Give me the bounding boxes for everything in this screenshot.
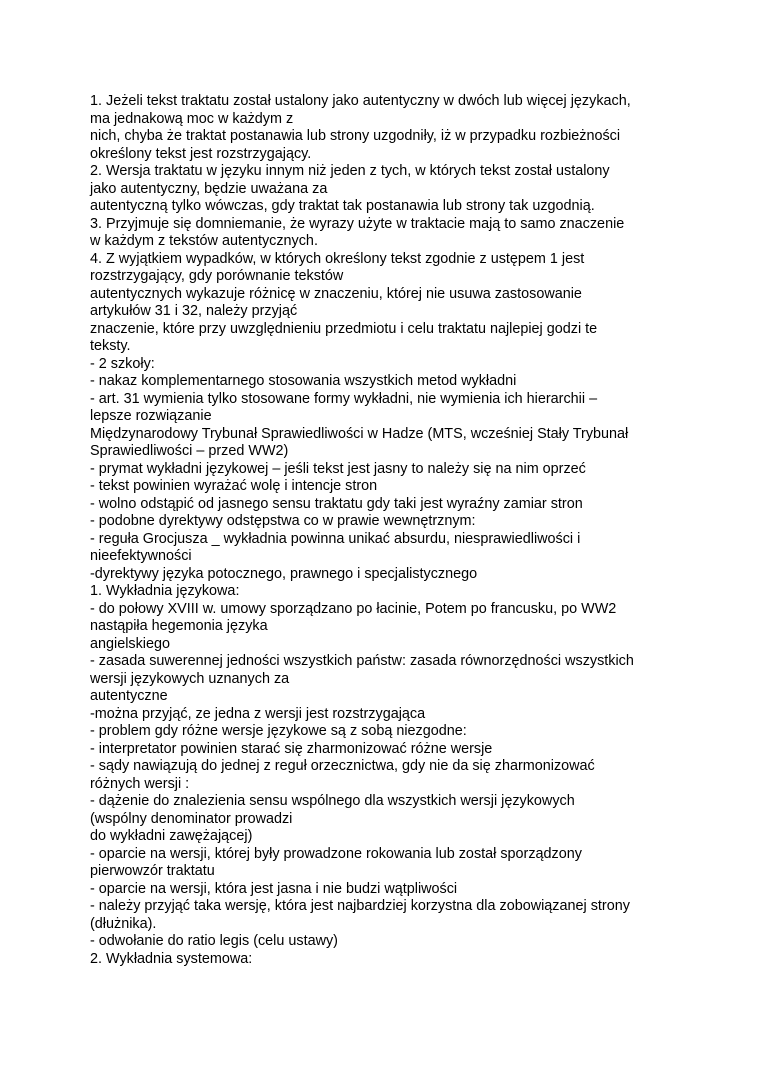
text-line: w każdym z tekstów autentycznych. bbox=[90, 233, 318, 249]
text-line: - art. 31 wymienia tylko stosowane formy wykładni, nie wymienia ich hierarchii – bbox=[90, 390, 598, 407]
text-line: do wykładni zawężającej) bbox=[90, 828, 253, 844]
text-line: - oparcie na wersji, która jest jasna i nie budzi wątpliwości bbox=[90, 880, 458, 897]
text-line: autentyczną tylko wówczas, gdy traktat tak postanawia lub strony tak uzgodnią. bbox=[90, 198, 595, 214]
text-line: 2. Wykładnia systemowa: bbox=[90, 950, 253, 967]
text-line: - oparcie na wersji, której były prowadzone rokowania lub został sporządzony bbox=[90, 845, 582, 862]
text-line: - tekst powinien wyrażać wolę i intencje stron bbox=[90, 478, 378, 494]
text-line: nieefektywności bbox=[90, 548, 192, 564]
text-line: 4. Z wyjątkiem wypadków, w których określony tekst zgodnie z ustępem 1 jest bbox=[90, 250, 585, 267]
text-line: - odwołanie do ratio legis (celu ustawy) bbox=[90, 933, 338, 949]
text-line: określony tekst jest rozstrzygający. bbox=[90, 145, 312, 162]
text-line: nastąpiła hegemonia języka bbox=[90, 618, 268, 634]
text-line: Sprawiedliwości – przed WW2) bbox=[90, 443, 289, 459]
text-line: Międzynarodowy Trybunał Sprawiedliwości w Hadze (MTS, wcześniej Stały Trybunał bbox=[90, 425, 629, 442]
text-line: jako autentyczny, będzie uważana za bbox=[90, 180, 328, 197]
text-line: pierwowzór traktatu bbox=[90, 863, 215, 879]
text-line: - reguła Grocjusza _ wykładnia powinna unikać absurdu, niesprawiedliwości i bbox=[90, 530, 581, 547]
text-line: (dłużnika). bbox=[90, 915, 157, 932]
text-line: - należy przyjąć taka wersję, która jest najbardziej korzystna dla zobowiązanej strony bbox=[90, 898, 630, 914]
text-line: 1. Wykładnia językowa: bbox=[90, 583, 240, 599]
text-line: - zasada suwerennej jedności wszystkich państw: zasada równorzędności wszystkich bbox=[90, 653, 634, 669]
text-line: znaczenie, które przy uwzględnieniu przedmiotu i celu traktatu najlepiej godzi te bbox=[90, 320, 598, 337]
text-line: (wspólny denominator prowadzi bbox=[90, 810, 293, 827]
text-line: - wolno odstąpić od jasnego sensu traktatu gdy taki jest wyraźny zamiar stron bbox=[90, 495, 583, 512]
text-line: różnych wersji : bbox=[90, 775, 190, 792]
text-line: wersji językowych uznanych za bbox=[90, 670, 290, 687]
text-line: 2. Wersja traktatu w języku innym niż jeden z tych, w których tekst został ustalony bbox=[90, 163, 610, 179]
text-line: - interpretator powinien starać się zharmonizować różne wersje bbox=[90, 740, 493, 757]
text-line: - sądy nawiązują do jednej z reguł orzecznictwa, gdy nie da się zharmonizować bbox=[90, 758, 595, 774]
text-line: 3. Przyjmuje się domniemanie, że wyrazy użyte w traktacie mają to samo znaczenie bbox=[90, 215, 625, 232]
text-line: ma jednakową moc w każdym z bbox=[90, 110, 294, 127]
text-line: artykułów 31 i 32, należy przyjąć bbox=[90, 303, 298, 319]
text-line: nich, chyba że traktat postanawia lub strony uzgodniły, iż w przypadku rozbieżności bbox=[90, 128, 621, 144]
text-line: -dyrektywy języka potocznego, prawnego i specjalistycznego bbox=[90, 565, 478, 582]
text-line: 1. Jeżeli tekst traktatu został ustalony jako autentyczny w dwóch lub więcej językach, bbox=[90, 93, 631, 109]
text-line: - nakaz komplementarnego stosowania wszystkich metod wykładni bbox=[90, 373, 517, 389]
text-line: teksty. bbox=[90, 338, 131, 354]
text-line: autentycznych wykazuje różnicę w znaczeniu, której nie usuwa zastosowanie bbox=[90, 285, 582, 302]
text-line: - dążenie do znalezienia sensu wspólnego dla wszystkich wersji językowych bbox=[90, 793, 575, 809]
text-line: - problem gdy różne wersje językowe są z sobą niezgodne: bbox=[90, 723, 467, 739]
text-line: lepsze rozwiązanie bbox=[90, 408, 212, 424]
text-line: - prymat wykładni językowej – jeśli tekst jest jasny to należy się na nim oprzeć bbox=[90, 460, 586, 477]
text-line: -można przyjąć, ze jedna z wersji jest rozstrzygająca bbox=[90, 705, 426, 722]
text-line: angielskiego bbox=[90, 635, 171, 652]
text-line: rozstrzygający, gdy porównanie tekstów bbox=[90, 268, 344, 284]
text-line: - 2 szkoły: bbox=[90, 355, 155, 372]
document-page bbox=[90, 93, 700, 968]
text-line: autentyczne bbox=[90, 688, 168, 704]
text-line: - do połowy XVIII w. umowy sporządzano po łacinie, Potem po francusku, po WW2 bbox=[90, 600, 617, 617]
text-line: - podobne dyrektywy odstępstwa co w prawie wewnętrznym: bbox=[90, 513, 476, 529]
